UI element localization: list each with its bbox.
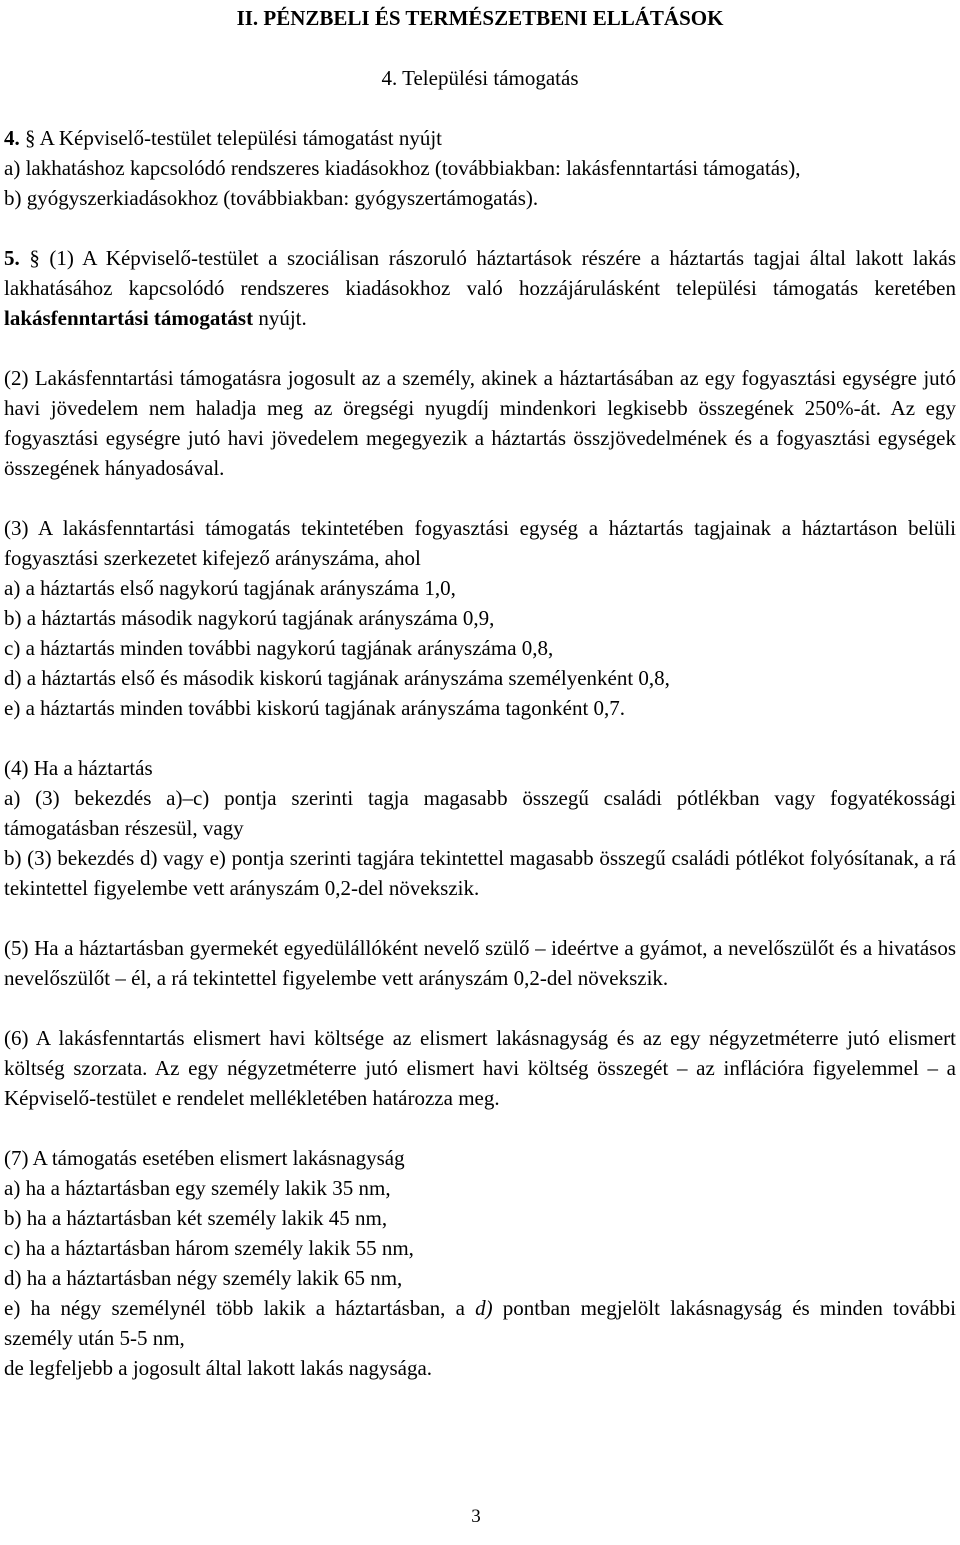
section-5-paragraph-1 xyxy=(4,243,956,333)
section-4-intro xyxy=(4,123,956,153)
paragraph-7-intro: (7) A támogatás esetében elismert lakásnagyság xyxy=(4,1146,405,1170)
paragraph-4-point-b: b) (3) bekezdés d) vagy e) pontja szerinti tagjára tekintettel magasabb összegű családi pótlékot folyósítanak, a rá tekintettel figyelembe vett arányszám 0,2-del növekszik. xyxy=(4,846,956,900)
section-5-paragraph-4 xyxy=(4,753,956,903)
page-number: 3 xyxy=(471,1506,481,1527)
paragraph-3-item: d) a háztartás első és második kiskorú tagjának arányszáma személyenként 0,8, xyxy=(4,666,670,690)
paragraph-7-item-e-reference: d) xyxy=(475,1296,493,1320)
paragraph-7-item-e-text: e) ha négy személynél több lakik a háztartásban, a xyxy=(4,1296,465,1320)
paragraph-1-end: nyújt. xyxy=(258,306,307,330)
paragraph-4-point-a: a) (3) bekezdés a)–c) pontja szerinti tagja magasabb összegű családi pótlékban vagy fogyatékossági támogatásban részesül, vagy xyxy=(4,786,956,840)
paragraph-7-item: d) ha a háztartásban négy személy lakik 65 nm, xyxy=(4,1266,403,1290)
paragraph-3-intro: (3) A lakásfenntartási támogatás tekintetében fogyasztási egység a háztartás tagjainak a háztartáson belüli fogyasztási szerkezetet kifejező arányszáma, ahol xyxy=(4,516,956,570)
paragraph-7-item: b) ha a háztartásban két személy lakik 45 nm, xyxy=(4,1206,388,1230)
section-4 xyxy=(4,123,956,213)
paragraph-3-item: b) a háztartás második nagykorú tagjának arányszáma 0,9, xyxy=(4,606,495,630)
paragraph-1-text: (1) A Képviselő-testület a szociálisan rászoruló háztartások részére a háztartás tagjai által lakott lakás lakhatásához kapcsolódó rendszeres kiadásokhoz való hozzájárulásként települési támogatás keretében xyxy=(4,246,957,300)
section-4-text: A Képviselő-testület települési támogatást nyújt xyxy=(39,126,443,150)
paragraph-2-text-a: (2) Lakásfenntartási támogatásra jogosult az a személy, akinek a háztartásában az egy fogyasztási egységre jutó havi jövedelem nem haladja meg az öregségi nyugdíj mindenkori legkisebb összegének 250%-át. xyxy=(4,366,956,420)
paragraph-7-item: a) ha a háztartásban egy személy lakik 35 nm, xyxy=(4,1176,391,1200)
section-subheading: 4. Települési támogatás xyxy=(381,66,579,90)
section-5-paragraph-3 xyxy=(4,513,956,723)
section-5-paragraph-6: (6) A lakásfenntartás elismert havi költsége az elismert lakásnagyság és az egy négyzetméterre jutó elismert költség szorzata. Az egy négyzetméterre jutó elismert havi költség összegét – az inflációra figyelemmel – a Képviselő-testület e rendelet mellékletében határozza meg. xyxy=(4,1026,956,1110)
paragraph-4-intro: (4) Ha a háztartás xyxy=(4,756,153,780)
paragraph-3-item: a) a háztartás első nagykorú tagjának arányszáma 1,0, xyxy=(4,576,456,600)
section-5-paragraph-2 xyxy=(4,363,956,483)
paragraph-symbol: § xyxy=(25,126,36,150)
section-5-paragraph-7 xyxy=(4,1143,956,1383)
paragraph-3-item: e) a háztartás minden további kiskorú tagjának arányszáma tagonként 0,7. xyxy=(4,696,626,720)
chapter-heading: II. PÉNZBELI ÉS TERMÉSZETBENI ELLÁTÁSOK xyxy=(236,6,724,30)
paragraph-7-item: c) ha a háztartásban három személy lakik 55 nm, xyxy=(4,1236,414,1260)
paragraph-2-text-b: Az egy fogyasztási egységre jutó havi jövedelem megegyezik a háztartás összjövedelmének és a fogyasztási egységek összegének hányadosával. xyxy=(4,396,956,480)
section-5-paragraph-5: (5) Ha a háztartásban gyermekét egyedülállóként nevelő szülő – ideértve a gyámot, a nevelőszülőt és a hivatásos nevelőszülőt – él, a rá tekintettel figyelembe vett arányszám 0,2-del növekszik. xyxy=(4,936,956,990)
paragraph-7-item-e-rest: pontban megjelölt lakásnagyság és minden további személy után 5-5 nm, xyxy=(4,1296,957,1350)
paragraph-1-emphasis: lakásfenntartási támogatást xyxy=(4,306,254,330)
section-4-point-b: b) gyógyszerkiadásokhoz (továbbiakban: gyógyszertámogatás). xyxy=(4,186,539,210)
section-4-point-a: a) lakhatáshoz kapcsolódó rendszeres kiadásokhoz (továbbiakban: lakásfenntartási támogatás), xyxy=(4,156,801,180)
section-5-number: 5. xyxy=(4,246,20,270)
paragraph-7-end: de legfeljebb a jogosult által lakott lakás nagysága. xyxy=(4,1356,433,1380)
section-4-number: 4. xyxy=(4,126,20,150)
paragraph-7-item-e xyxy=(4,1293,956,1353)
paragraph-3-item: c) a háztartás minden további nagykorú tagjának arányszáma 0,8, xyxy=(4,636,554,660)
document-page xyxy=(4,0,956,1545)
paragraph-symbol: § xyxy=(29,246,40,270)
